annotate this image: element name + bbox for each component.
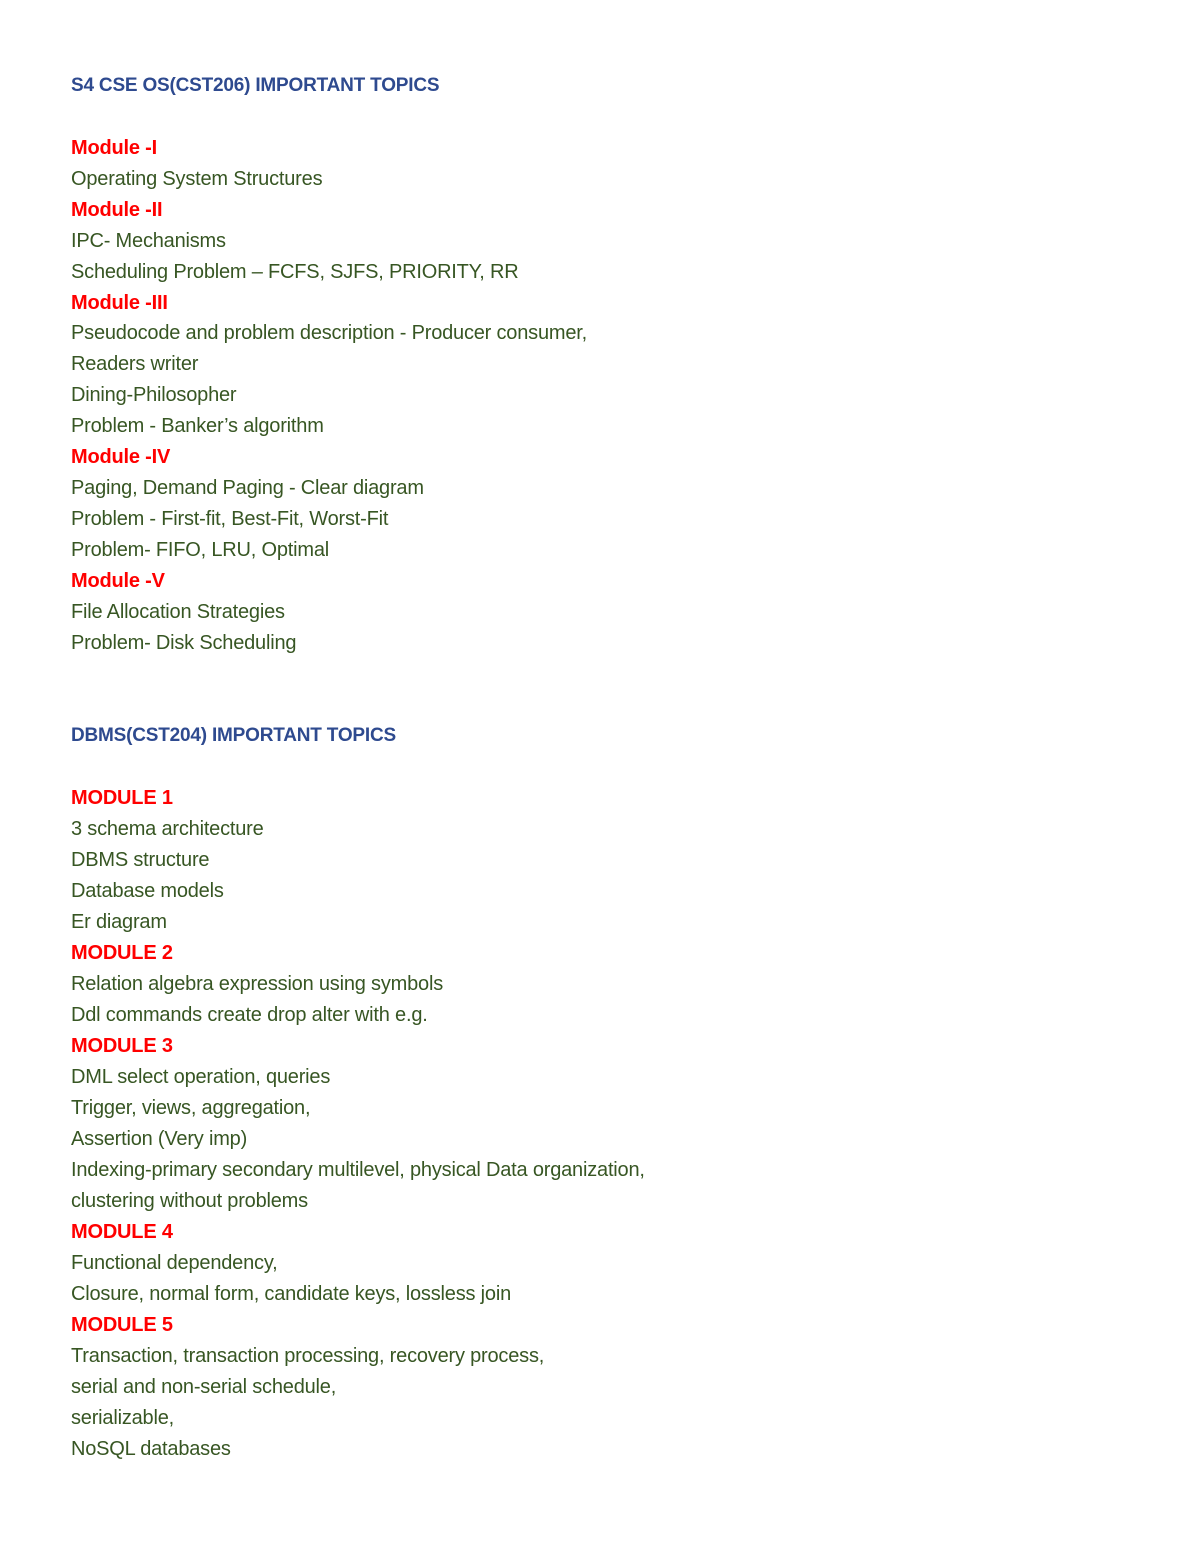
dbms-module-4-topic: Functional dependency,: [71, 1252, 278, 1274]
dbms-module-3-topic: Indexing-primary secondary multilevel, physical Data organization,: [71, 1159, 645, 1181]
os-module-3-topic: Pseudocode and problem description - Producer consumer,: [71, 322, 587, 344]
dbms-module-1-heading: MODULE 1: [71, 787, 173, 809]
dbms-module-5-topic: serializable,: [71, 1407, 175, 1429]
os-module-2-topic: IPC- Mechanisms: [71, 230, 226, 252]
dbms-module-3-heading: MODULE 3: [71, 1035, 173, 1057]
os-module-3-topic: Problem - Banker’s algorithm: [71, 415, 324, 437]
os-module-5-topic: Problem- Disk Scheduling: [71, 632, 297, 654]
dbms-module-2-heading: MODULE 2: [71, 942, 173, 964]
dbms-module-3-topic: clustering without problems: [71, 1190, 308, 1212]
os-module-5-topic: File Allocation Strategies: [71, 601, 285, 623]
dbms-module-3-topic: Trigger, views, aggregation,: [71, 1097, 311, 1119]
dbms-module-4-topic: Closure, normal form, candidate keys, lossless join: [71, 1283, 511, 1305]
dbms-module-2-topic: Ddl commands create drop alter with e.g.: [71, 1004, 428, 1026]
os-module-5-heading: Module -V: [71, 570, 165, 592]
os-module-1-heading: Module -I: [71, 137, 157, 159]
os-module-3-heading: Module -III: [71, 292, 168, 314]
dbms-module-3-topic: DML select operation, queries: [71, 1066, 331, 1088]
os-module-4-topic: Paging, Demand Paging - Clear diagram: [71, 477, 424, 499]
os-module-4-heading: Module -IV: [71, 446, 171, 468]
dbms-module-2-topic: Relation algebra expression using symbols: [71, 973, 444, 995]
dbms-module-5-topic: serial and non-serial schedule,: [71, 1376, 337, 1398]
dbms-module-1-topic: 3 schema architecture: [71, 818, 264, 840]
os-module-4-topic: Problem- FIFO, LRU, Optimal: [71, 539, 329, 561]
dbms-module-1-topic: Database models: [71, 880, 224, 902]
dbms-module-3-topic: Assertion (Very imp): [71, 1128, 248, 1150]
dbms-module-5-topic: Transaction, transaction processing, recovery process,: [71, 1345, 545, 1367]
os-section-title: S4 CSE OS(CST206) IMPORTANT TOPICS: [71, 75, 440, 96]
dbms-module-5-topic: NoSQL databases: [71, 1438, 231, 1460]
os-module-4-topic: Problem - First-fit, Best-Fit, Worst-Fit: [71, 508, 389, 530]
os-module-3-topic: Readers writer: [71, 353, 199, 375]
dbms-module-5-heading: MODULE 5: [71, 1314, 173, 1336]
dbms-module-1-topic: DBMS structure: [71, 849, 210, 871]
dbms-section-title: DBMS(CST204) IMPORTANT TOPICS: [71, 725, 396, 746]
dbms-module-4-heading: MODULE 4: [71, 1221, 173, 1243]
os-module-2-topic: Scheduling Problem – FCFS, SJFS, PRIORITY, RR: [71, 261, 519, 283]
os-module-3-topic: Dining-Philosopher: [71, 384, 237, 406]
os-module-2-heading: Module -II: [71, 199, 163, 221]
os-module-1-topic: Operating System Structures: [71, 168, 323, 190]
dbms-module-1-topic: Er diagram: [71, 911, 167, 933]
